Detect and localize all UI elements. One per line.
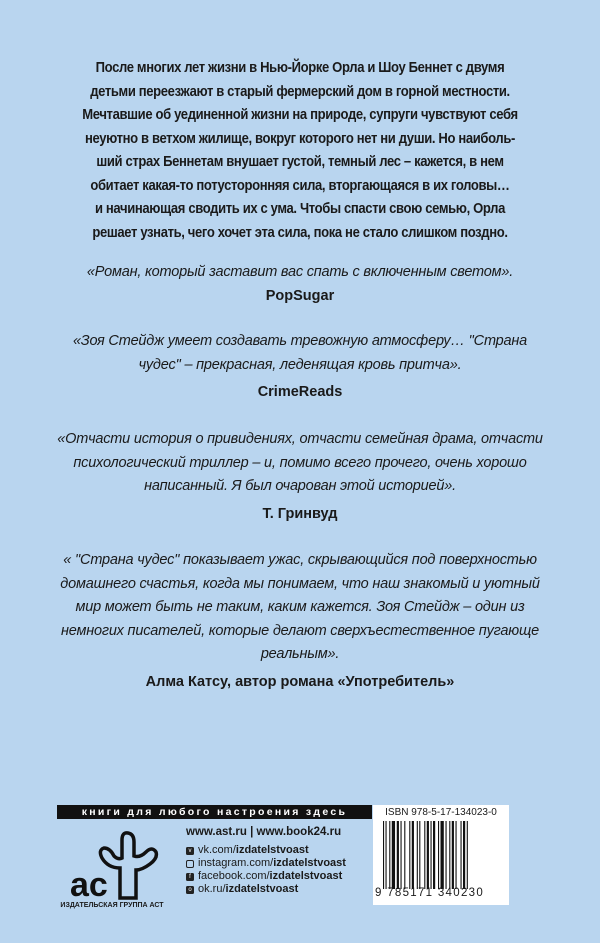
description-line: неуютно в ветхом жилище, вокруг которого нет ни души. Но наиболь-: [84, 130, 516, 147]
social-link-facebook[interactable]: [186, 870, 346, 883]
barcode-bar: [427, 821, 429, 889]
link-prefix: vk.com/: [198, 844, 236, 856]
social-link-ok[interactable]: [186, 883, 346, 896]
instagram-icon: [186, 860, 194, 868]
barcode-bar: [386, 821, 387, 889]
quote-line: психологический триллер – и, помимо всего прочего, очень хорошо: [73, 454, 527, 471]
barcode-bar: [424, 821, 425, 889]
slogan-banner: книги для любого настроения здесь: [57, 805, 372, 819]
barcode-bar: [397, 821, 399, 889]
barcode-bar: [456, 821, 457, 889]
barcode-number: 9 785171 340230: [375, 887, 485, 899]
quote-line: «Отчасти история о привидениях, отчасти семейная драма, отчасти: [57, 431, 543, 447]
link-handle: izdatelstvoast: [225, 883, 299, 895]
barcode-bar: [446, 821, 447, 889]
quote-line: чудес'' – прекрасная, леденящая кровь притча».: [138, 356, 462, 373]
quote-source: Алма Катсу, автор романа «Употребитель»: [145, 673, 455, 690]
barcode-bar: [419, 821, 420, 889]
logo-text: ac: [70, 866, 108, 904]
description-line: и начинающая сводить их с ума. Чтобы спасти свою семью, Орла: [94, 201, 506, 217]
quote-line: мир может быть не таким, каким кажется. Зоя Стейдж – один из: [75, 599, 525, 615]
review-quote: [40, 428, 560, 526]
link-handle: izdatelstvoast: [273, 857, 346, 869]
link-prefix: facebook.com/: [198, 870, 270, 882]
quote-line: написанный. Я был очарован этой историей».: [144, 478, 456, 494]
vk-icon: v: [186, 847, 194, 855]
quote-line: немногих писателей, которые делают сверхъестественное пугающе: [61, 622, 539, 639]
barcode-bar: [449, 821, 450, 889]
quote-line: «Роман, который заставит вас спать с включенным светом».: [86, 264, 514, 280]
quote-line: реальным».: [260, 646, 340, 662]
book-description: [40, 57, 560, 245]
barcode-bar: [383, 821, 384, 889]
barcode-bar: [461, 821, 462, 889]
link-handle: izdatelstvoast: [269, 870, 343, 882]
barcode-bar: [417, 821, 418, 889]
barcode-bar: [452, 821, 454, 889]
description-line: обитает какая-то потусторонняя сила, вторгающаяся в их головы…: [90, 177, 510, 194]
isbn-text: ISBN 978-5-17-134023-0: [385, 807, 497, 818]
publisher-name: ИЗДАТЕЛЬСКАЯ ГРУППА АСТ: [60, 902, 164, 909]
barcode-bar: [467, 821, 468, 889]
link-prefix: instagram.com/: [198, 857, 274, 869]
social-link-vk[interactable]: [186, 844, 346, 857]
barcode-bar: [409, 821, 410, 889]
barcode-bar: [441, 821, 444, 889]
description-line: детьми переезжают в старый фермерский дом в горной местности.: [90, 83, 510, 100]
publisher-links: [186, 826, 346, 896]
description-line: После многих лет жизни в Нью-Йорке Орла и Шоу Беннет с двумя: [95, 60, 505, 76]
quote-line: « ''Страна чудес'' показывает ужас, скрывающийся под поверхностью: [63, 552, 537, 568]
quote-line: «Зоя Стейдж умеет создавать тревожную атмосферу… ''Страна: [72, 333, 528, 349]
websites-link[interactable]: www.ast.ru | www.book24.ru: [186, 826, 342, 838]
barcode-bar: [431, 821, 432, 889]
quote-source: Т. Гринвуд: [262, 505, 338, 522]
facebook-icon: f: [186, 873, 194, 881]
link-handle: izdatelstvoast: [235, 844, 309, 856]
barcode-bar: [401, 821, 402, 889]
description-line: Мечтавшие об уединенной жизни на природе, супруги чувствуют себя: [82, 107, 518, 123]
isbn-barcode: [373, 805, 509, 905]
barcode-bar: [389, 821, 390, 889]
link-prefix: ok.ru/: [198, 883, 226, 895]
ok-icon: o: [186, 886, 194, 894]
review-quote: [40, 261, 560, 308]
description-line: решает узнать, чего хочет эта сила, пока не стало слишком поздно.: [92, 224, 508, 241]
barcode-bar: [392, 821, 395, 889]
barcode-bar: [412, 821, 414, 889]
review-quote: [40, 330, 560, 404]
barcode-bar: [463, 821, 465, 889]
description-line: ший страх Беннетам внушает густой, темный лес – кажется, в нем: [96, 154, 504, 170]
barcode-bars: [383, 821, 501, 889]
quote-source: PopSugar: [265, 287, 335, 304]
quote-source: CrimeReads: [257, 384, 343, 400]
social-link-instagram[interactable]: [186, 857, 346, 870]
barcode-bar: [438, 821, 439, 889]
barcode-bar: [433, 821, 435, 889]
barcode-bar: [404, 821, 405, 889]
review-quote: [40, 549, 560, 694]
quote-line: домашнего счастья, когда мы понимаем, что наш знакомый и уютный: [60, 575, 540, 592]
